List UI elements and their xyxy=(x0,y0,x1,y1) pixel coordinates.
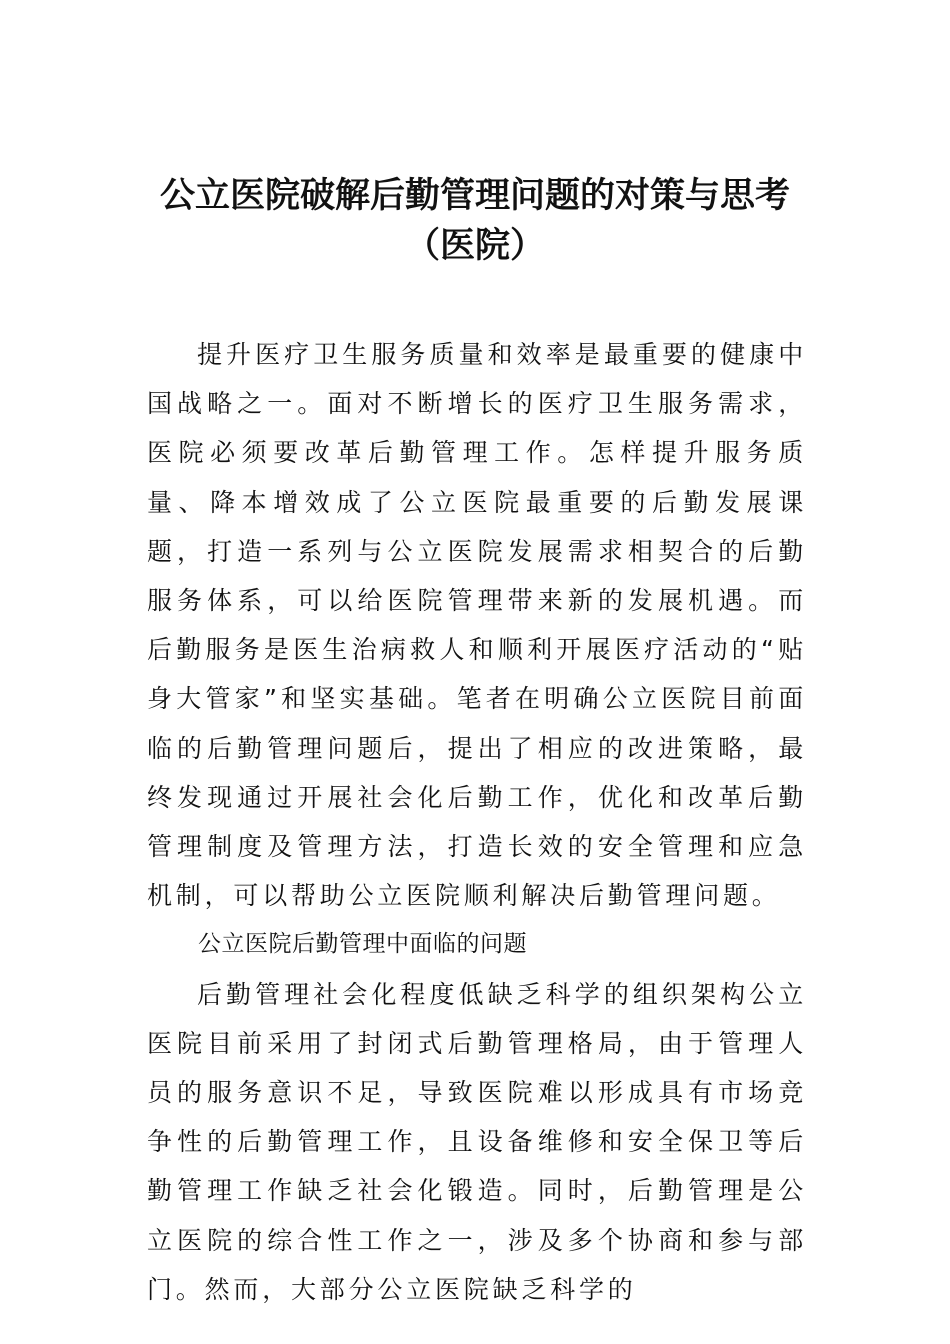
section-heading: 公立医院后勤管理中面临的问题 xyxy=(198,931,527,958)
document-title: 公立医院破解后勤管理问题的对策与思考 xyxy=(159,175,790,216)
document-subtitle: （医院） xyxy=(404,225,545,266)
section-paragraph: 后勤管理社会化程度低缺乏科学的组织架构公立医院目前采用了封闭式后勤管理格局，由于管理人员的服务意识不足，导致医院难以形成具有市场竞争性的后勤管理工作，且设备维修和安全保卫等后勤管理工作缺乏社会化锻造。同时，后勤管理是公立医院的综合性工作之一，涉及多个协商和参与部门。然而，大部分公立医院缺乏科学的 xyxy=(147,979,807,1304)
document-body xyxy=(147,330,807,1314)
intro-paragraph: 提升医疗卫生服务质量和效率是最重要的健康中国战略之一。面对不断增长的医疗卫生服务需求，医院必须要改革后勤管理工作。怎样提升服务质量、降本增效成了公立医院最重要的后勤发展课题，打造一系列与公立医院发展需求相契合的后勤服务体系，可以给医院管理带来新的发展机遇。而后勤服务是医生治病救人和顺利开展医疗活动的“贴身大管家”和坚实基础。笔者在明确公立医院目前面临的后勤管理问题后，提出了相应的改进策略，最终发现通过开展社会化后勤工作，优化和改革后勤管理制度及管理方法，打造长效的安全管理和应急机制，可以帮助公立医院顺利解决后勤管理问题。 xyxy=(147,340,807,911)
